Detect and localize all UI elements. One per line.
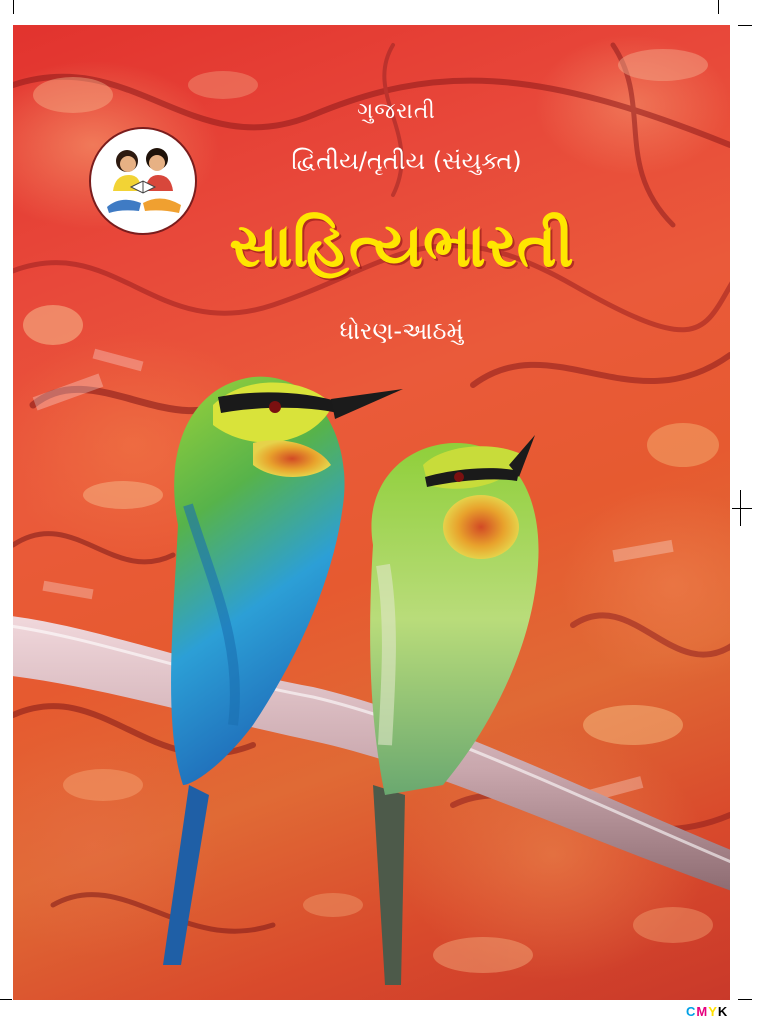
- left-bee-eater-bird: [163, 377, 403, 965]
- cmyk-m: M: [696, 1004, 709, 1019]
- book-cover: [13, 25, 730, 1000]
- crop-mark-top-left: [13, 0, 14, 14]
- crop-mark-bottom-left: [0, 999, 12, 1000]
- crop-mark-bottom-right-h: [738, 999, 752, 1000]
- bee-eater-birds-illustration: [13, 25, 730, 1000]
- book-title: સાહિત્યભારતી: [229, 211, 574, 281]
- crop-mark-top-right-v: [718, 0, 719, 14]
- subject-label: ગુજરાતી: [357, 99, 436, 124]
- right-bee-eater-bird: [370, 435, 538, 985]
- cmyk-c: C: [686, 1004, 697, 1019]
- grade-label: ધોરણ-આઠમું: [339, 317, 464, 345]
- cmyk-print-mark: [686, 1004, 728, 1019]
- cmyk-k: K: [717, 1004, 729, 1019]
- crop-mark-mid-right-h: [732, 508, 752, 509]
- level-label: દ્વિતીય/તૃતીય (સંયુક્ત): [291, 147, 522, 175]
- cmyk-y: Y: [708, 1004, 718, 1019]
- crop-mark-top-right-h: [738, 25, 752, 26]
